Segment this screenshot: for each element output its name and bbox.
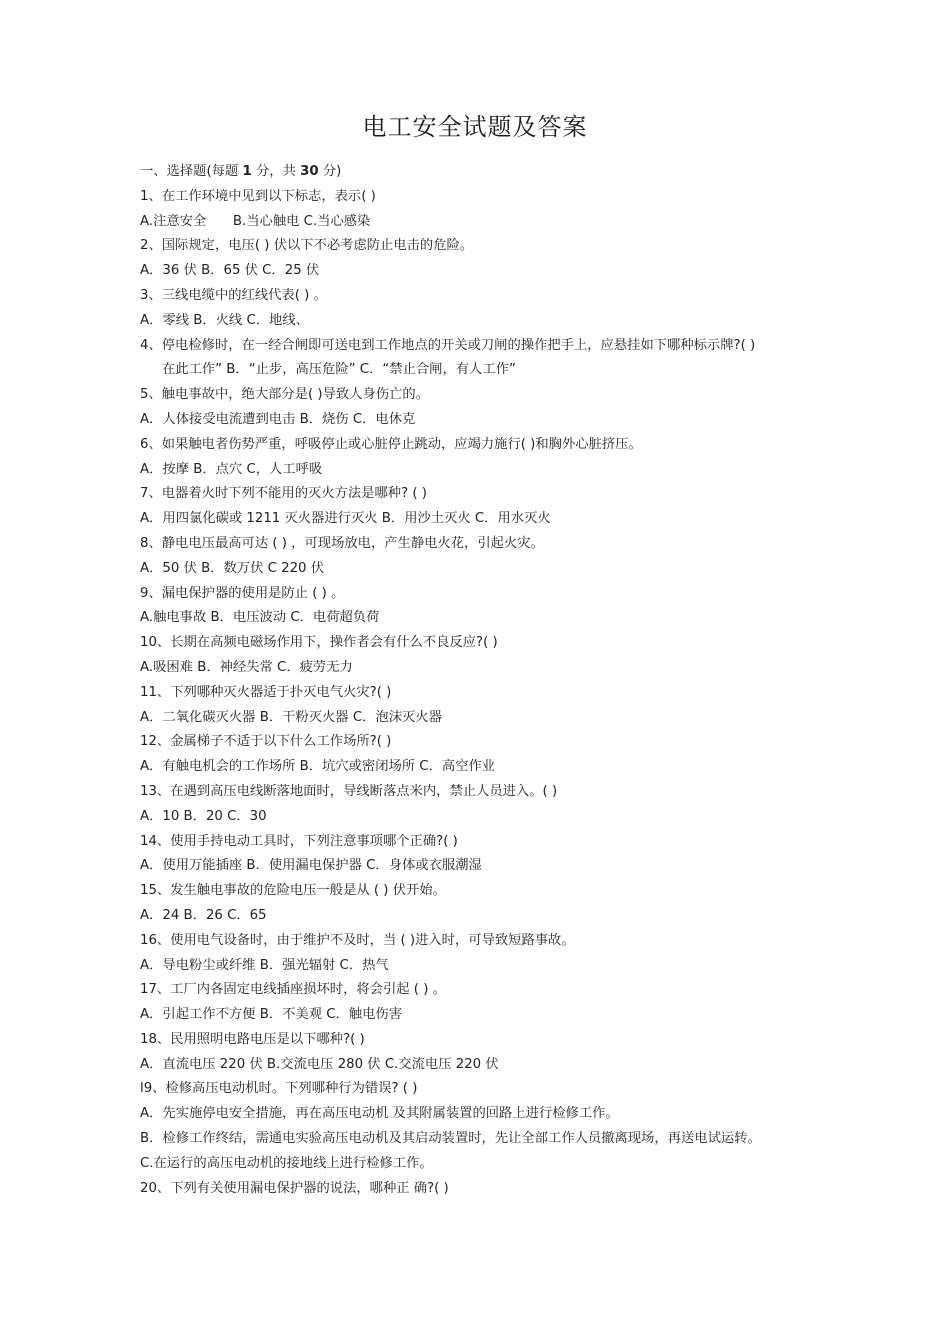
options-17: A．引起工作不方便 B．不美观 C．触电伤害	[140, 1007, 403, 1023]
section-header-suffix: 分)	[318, 164, 342, 179]
options-15: A．24 B．26 C．65	[140, 907, 267, 923]
section-header-mid: 分，共	[251, 164, 301, 179]
options-7: A．用四氯化碳或 1211 灭火器进行灭火 B．用沙土灭火 C．用水灭火	[140, 511, 551, 527]
question-10: 10、长期在高频电磁场作用下，操作者会有什么不良反应?( )	[140, 635, 498, 651]
section-header	[140, 160, 840, 185]
question-16: 16、使用电气设备时，由于维护不及时，当 ( )进入时，可导致短路事故。	[140, 932, 575, 948]
question-11: 11、下列哪种灭火器适于扑灭电气火灾?( )	[140, 684, 392, 700]
points-total: 30	[300, 164, 319, 179]
options-3: A．零线 B．火线 C．地线、	[140, 312, 309, 328]
question-20: 20、下列有关使用漏电保护器的说法，哪种正 确?( )	[140, 1180, 449, 1196]
option-19-b: B．检修工作终结，需通电实验高压电动机及其启动装置时，先让全部工作人员撤离现场，再送电试运转。	[140, 1131, 761, 1147]
question-13: 13、在遇到高压电线断落地面时，导线断落点米内，禁止人员进入。( )	[140, 783, 558, 799]
options-6: A．按摩 B．点穴 C，人工呼吸	[140, 461, 323, 477]
question-5: 5、触电事故中，绝大部分是( )导致人身伤亡的。	[140, 387, 429, 403]
options-12: A．有触电机会的工作场所 B．坑穴或密闭场所 C．高空作业	[140, 759, 496, 775]
section-header-prefix: 一、选择题(每题	[140, 164, 243, 179]
options-11: A．二氧化碳灭火器 B．干粉灭火器 C．泡沫灭火器	[140, 709, 442, 725]
options-9: A.触电事故 B．电压波动 C．电荷超负荷	[140, 610, 380, 626]
question-4: 4、停电检修时，在一经合闸即可送电到工作地点的开关或刀闸的操作把手上，应悬挂如下哪种标示牌?( )	[140, 337, 756, 353]
options-5: A．人体接受电流遭到电击 B．烧伤 C．电休克	[140, 411, 416, 427]
question-17: 17、工厂内各固定电线插座损坏时，将会引起 ( ) 。	[140, 982, 446, 998]
question-15: 15、发生触电事故的危险电压一般是从 ( ) 伏开始。	[140, 883, 446, 899]
question-12: 12、金属梯子不适于以下什么工作场所?( )	[140, 734, 392, 750]
question-6: 6、如果触电者伤势严重，呼吸停止或心脏停止跳动，应竭力施行( )和胸外心脏挤压。	[140, 436, 642, 452]
options-4: 在此工作” B．“止步，高压危险” C．“禁止合闸，有人工作”	[162, 362, 516, 378]
options-16: A．导电粉尘或纤维 B．强光辐射 C．热气	[140, 957, 389, 973]
options-8: A．50 伏 B．数万伏 C 220 伏	[140, 560, 325, 576]
question-3: 3、三线电缆中的红线代表( ) 。	[140, 287, 327, 303]
options-14: A．使用万能插座 B．使用漏电保护器 C．身体或衣服潮湿	[140, 858, 482, 874]
question-7: 7、电器着火时下列不能用的灭火方法是哪种? ( )	[140, 486, 427, 502]
options-10: A.吸困难 B．神经失常 C．疲劳无力	[140, 659, 353, 675]
options-1: A.注意安全 B.当心触电 C.当心感染	[140, 213, 371, 229]
question-8: 8、静电电压最高可达 ( ) ，可现场放电，产生静电火花，引起火灾。	[140, 535, 544, 551]
option-19-a: A．先实施停电安全措施，再在高压电动机 及其附属装置的回路上进行检修工作。	[140, 1106, 619, 1122]
question-9: 9、漏电保护器的使用是防止 ( ) 。	[140, 585, 345, 601]
question-2: 2、国际规定，电压( ) 伏以下不必考虑防止电击的危险。	[140, 238, 474, 254]
option-19-c: C.在运行的高压电动机的接地线上进行检修工作。	[140, 1155, 433, 1171]
options-18: A．直流电压 220 伏 B.交流电压 280 伏 C.交流电压 220 伏	[140, 1056, 499, 1072]
question-19: l9、检修高压电动机时。下列哪种行为错误? ( )	[140, 1081, 418, 1097]
question-list	[140, 160, 840, 1201]
options-13: A．10 B．20 C．30	[140, 808, 267, 824]
page-title: 电工安全试题及答案	[362, 113, 588, 141]
question-14: 14、使用手持电动工具时，下列注意事项哪个正确?( )	[140, 833, 458, 849]
question-1: 1、在工作环境中见到以下标志，表示( )	[140, 188, 376, 204]
options-2: A．36 伏 B．65 伏 C．25 伏	[140, 263, 320, 279]
question-18: 18、民用照明电路电压是以下哪种?( )	[140, 1031, 365, 1047]
points-each: 1	[242, 164, 252, 179]
